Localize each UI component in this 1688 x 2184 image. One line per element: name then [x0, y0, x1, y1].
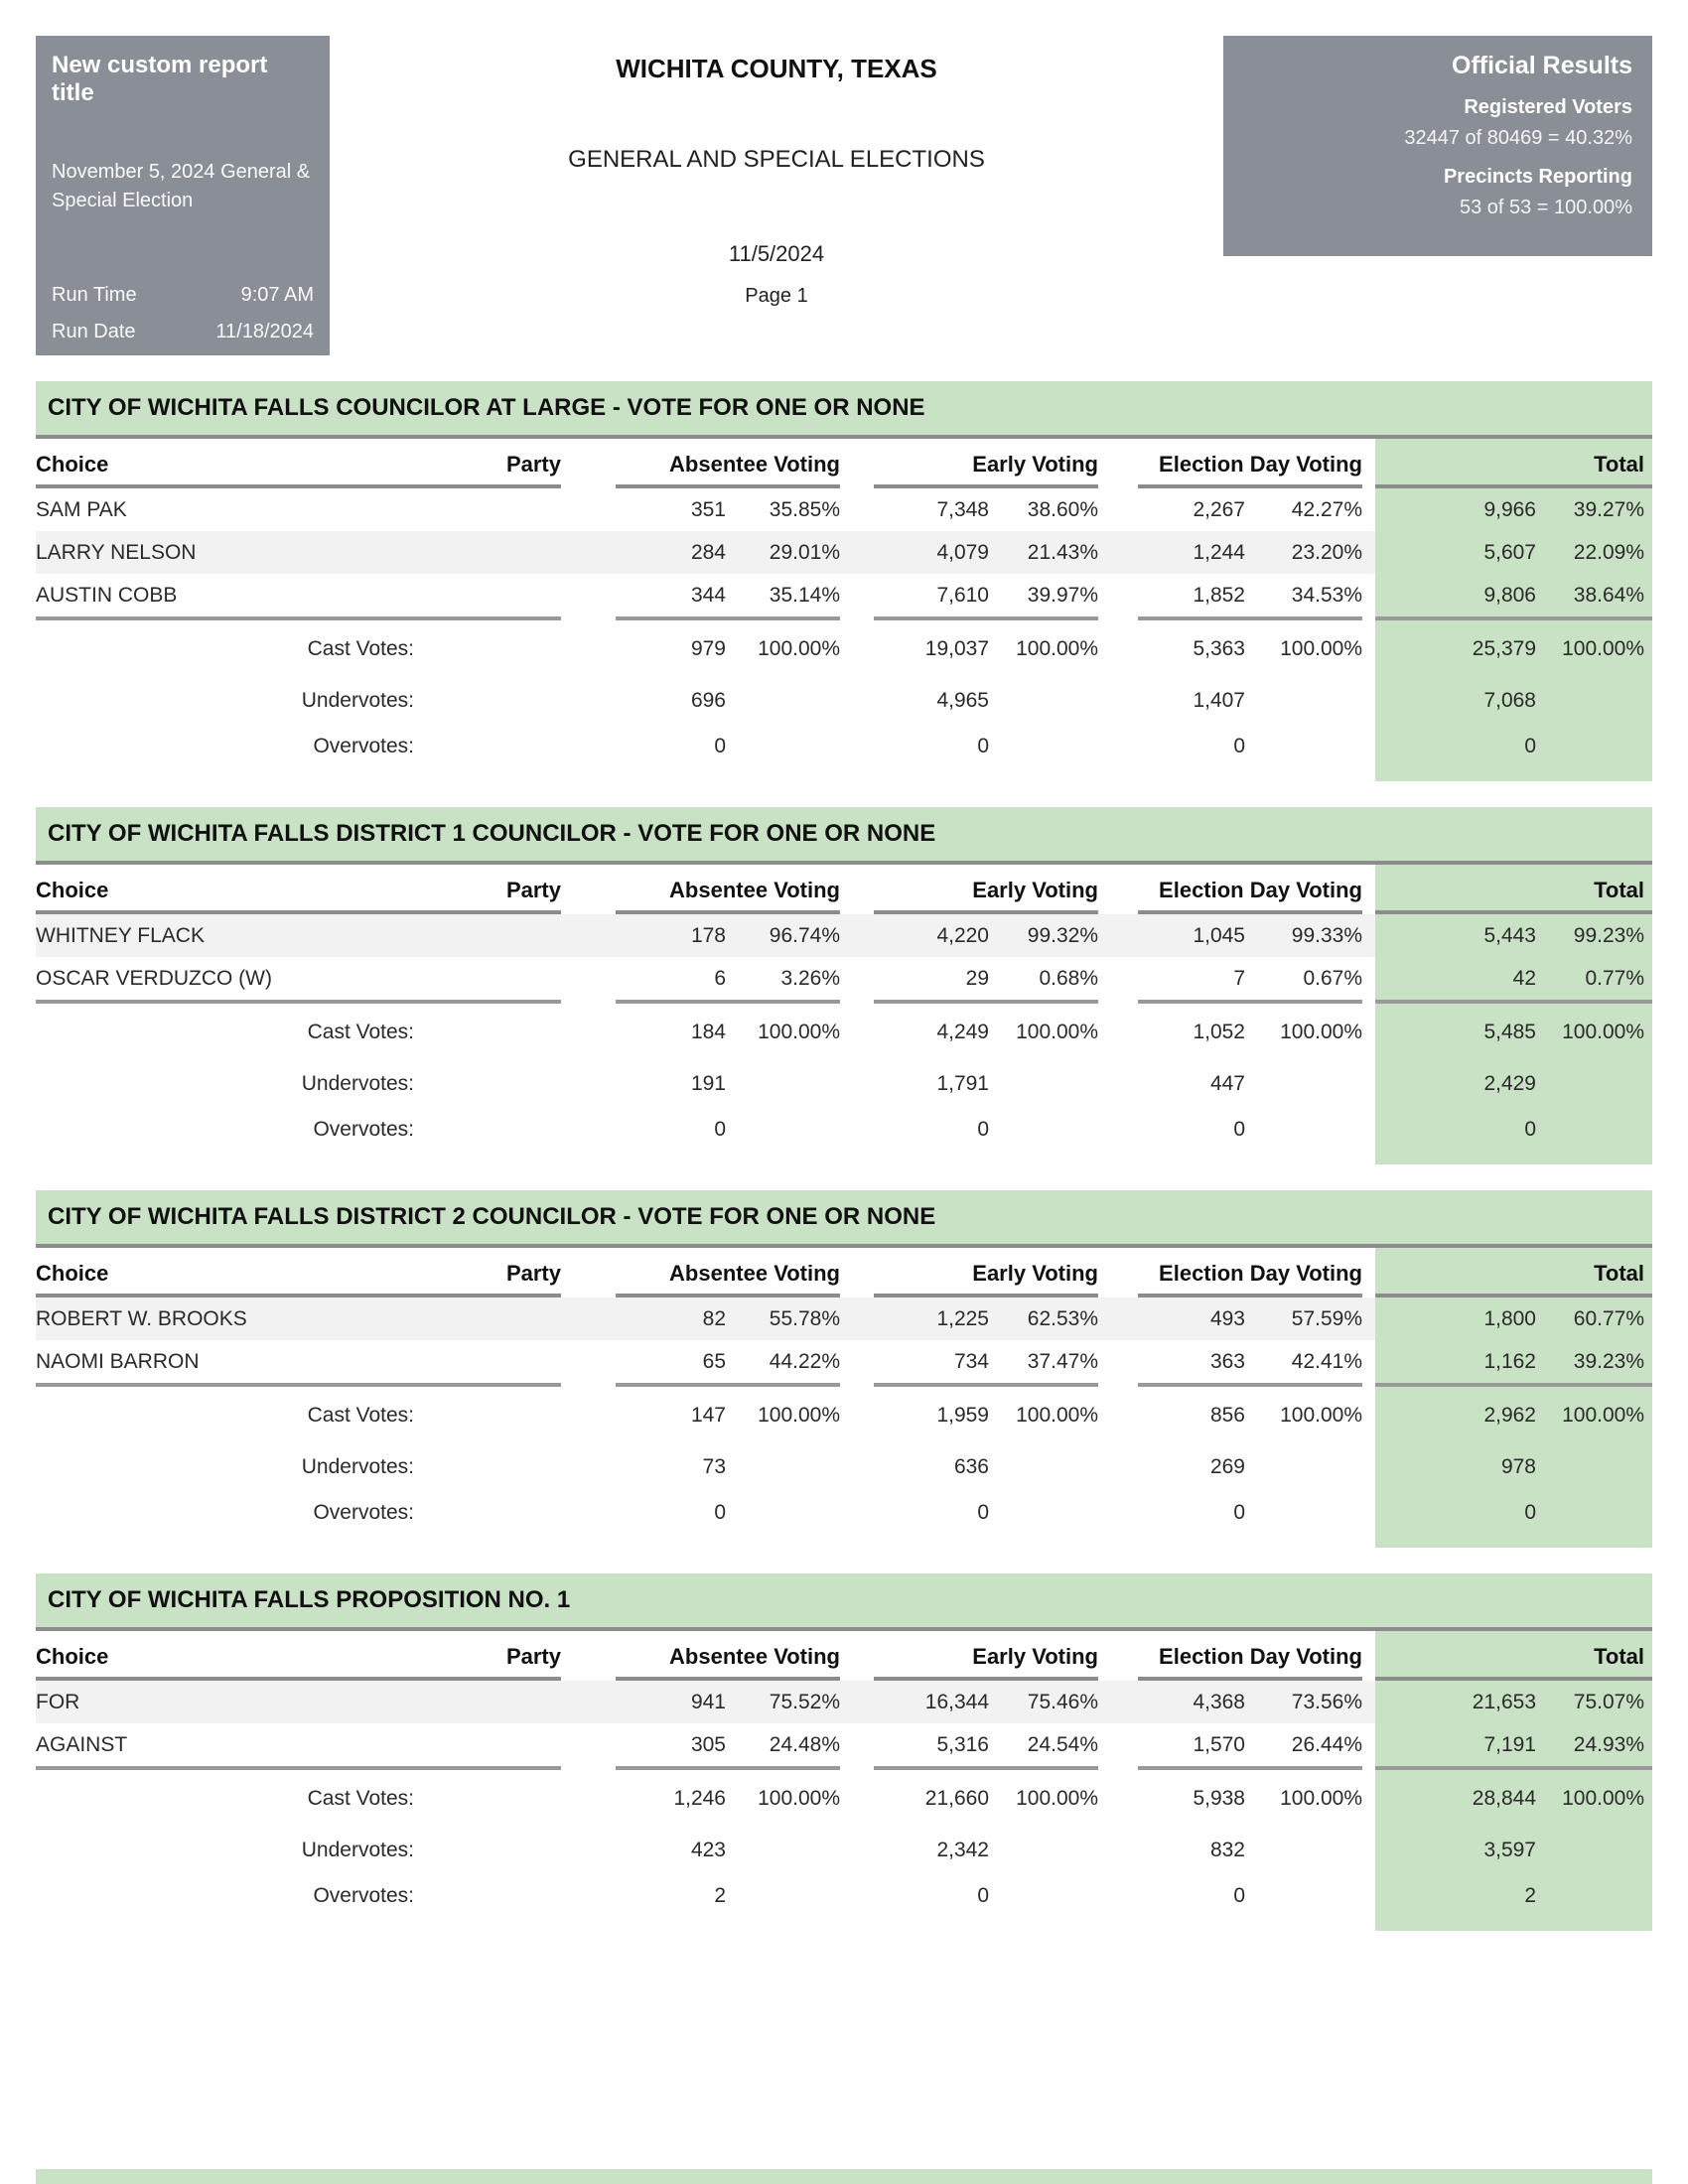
early-cast-pct: 100.00% — [1016, 1021, 1098, 1043]
election-day-votes: 1,045 — [1193, 923, 1245, 947]
precincts-reporting-label: Precincts Reporting — [1443, 166, 1632, 188]
early-overvotes: 0 — [977, 1118, 989, 1141]
column-header-party: Party — [505, 452, 561, 477]
page-number: Page 1 — [745, 285, 808, 307]
candidate-name: LARRY NELSON — [36, 540, 197, 564]
candidate-row — [36, 531, 1652, 574]
absentee-undervotes: 191 — [690, 1072, 726, 1095]
early-votes: 29 — [965, 966, 989, 990]
county-title: WICHITA COUNTY, TEXAS — [616, 54, 937, 83]
early-cast: 1,959 — [936, 1404, 989, 1427]
cast-votes-label: Cast Votes: — [307, 1787, 414, 1810]
run-date-row — [52, 321, 314, 343]
absentee-votes: 351 — [690, 497, 726, 521]
total-cast: 5,485 — [1483, 1021, 1536, 1043]
total-overvotes: 0 — [1524, 735, 1536, 757]
total-votes: 9,806 — [1483, 583, 1536, 607]
registered-voters-value: 32447 of 80469 = 40.32% — [1404, 127, 1632, 149]
election-day-votes: 1,570 — [1193, 1732, 1245, 1756]
total-undervotes: 2,429 — [1483, 1072, 1536, 1095]
election-day-cast: 1,052 — [1193, 1021, 1245, 1043]
column-header-row — [36, 1631, 1652, 1681]
total-votes: 1,162 — [1483, 1349, 1536, 1373]
contest-title-bar — [36, 381, 1652, 439]
absentee-cast: 147 — [690, 1404, 726, 1427]
column-header-election-day: Election Day Voting — [1159, 452, 1362, 477]
early-cast-pct: 100.00% — [1016, 1404, 1098, 1427]
run-time-label: Run Time — [52, 284, 137, 306]
election-day-votes: 2,267 — [1193, 497, 1245, 521]
election-day-votes: 1,244 — [1193, 540, 1245, 564]
column-header-choice: Choice — [36, 452, 109, 477]
absentee-votes: 941 — [690, 1690, 726, 1713]
election-day-cast: 856 — [1209, 1404, 1245, 1427]
early-pct: 39.97% — [1027, 583, 1098, 607]
official-results-label: Official Results — [1452, 52, 1632, 79]
total-overvotes: 0 — [1524, 1501, 1536, 1524]
election-day-undervotes: 1,407 — [1193, 689, 1245, 712]
run-time-value: 9:07 AM — [240, 284, 314, 306]
overvotes-label: Overvotes: — [313, 1118, 414, 1141]
election-name: November 5, 2024 General & Special Election — [52, 161, 311, 212]
overvotes-row — [36, 1490, 1652, 1536]
column-header-party: Party — [505, 1644, 561, 1669]
column-header-absentee: Absentee Voting — [669, 452, 840, 477]
absentee-pct: 96.74% — [769, 923, 840, 947]
column-header-early: Early Voting — [972, 1261, 1098, 1286]
early-pct: 38.60% — [1027, 497, 1098, 521]
candidate-row — [36, 1723, 1652, 1766]
cast-votes-label: Cast Votes: — [307, 1404, 414, 1427]
early-votes: 7,610 — [936, 583, 989, 607]
absentee-overvotes: 0 — [714, 735, 726, 757]
election-day-pct: 42.27% — [1291, 497, 1362, 521]
total-cast: 2,962 — [1483, 1404, 1536, 1427]
early-votes: 1,225 — [936, 1306, 989, 1330]
election-day-pct: 57.59% — [1291, 1306, 1362, 1330]
election-day-cast-pct: 100.00% — [1280, 1021, 1362, 1043]
absentee-pct: 35.14% — [769, 583, 840, 607]
election-day-pct: 73.56% — [1291, 1690, 1362, 1713]
election-day-pct: 23.20% — [1291, 540, 1362, 564]
election-day-votes: 1,852 — [1193, 583, 1245, 607]
election-day-overvotes: 0 — [1233, 1118, 1245, 1141]
column-header-party: Party — [505, 1261, 561, 1286]
absentee-overvotes: 2 — [714, 1884, 726, 1907]
early-cast-pct: 100.00% — [1016, 637, 1098, 660]
candidate-name: FOR — [36, 1690, 80, 1713]
early-votes: 4,079 — [936, 540, 989, 564]
total-cast: 28,844 — [1472, 1787, 1536, 1810]
total-undervotes: 7,068 — [1483, 689, 1536, 712]
absentee-votes: 284 — [690, 540, 726, 564]
run-date-label: Run Date — [52, 321, 136, 342]
election-date: 11/5/2024 — [728, 241, 825, 266]
undervotes-row — [36, 1061, 1652, 1107]
undervotes-label: Undervotes: — [301, 1455, 414, 1478]
absentee-pct: 55.78% — [769, 1306, 840, 1330]
total-cast-pct: 100.00% — [1562, 1404, 1644, 1427]
election-day-cast: 5,363 — [1193, 637, 1245, 660]
election-day-votes: 7 — [1233, 966, 1245, 990]
precincts-reporting-value: 53 of 53 = 100.00% — [1459, 197, 1632, 218]
cast-votes-row — [36, 1387, 1652, 1444]
early-overvotes: 0 — [977, 1501, 989, 1524]
early-overvotes: 0 — [977, 1884, 989, 1907]
candidate-name: ROBERT W. BROOKS — [36, 1306, 247, 1330]
column-header-party: Party — [505, 878, 561, 902]
contest-title-bar — [36, 1190, 1652, 1248]
early-undervotes: 2,342 — [936, 1839, 989, 1861]
absentee-undervotes: 73 — [702, 1455, 726, 1478]
column-header-absentee: Absentee Voting — [669, 878, 840, 902]
candidate-row — [36, 1297, 1652, 1340]
overvotes-label: Overvotes: — [313, 1884, 414, 1907]
column-header-choice: Choice — [36, 878, 109, 902]
total-pct: 99.23% — [1573, 923, 1644, 947]
candidate-name: AUSTIN COBB — [36, 583, 178, 607]
election-day-overvotes: 0 — [1233, 1884, 1245, 1907]
column-header-choice: Choice — [36, 1644, 109, 1669]
early-votes: 734 — [953, 1349, 989, 1373]
contest-section — [36, 1573, 1652, 1931]
absentee-votes: 82 — [702, 1306, 726, 1330]
undervotes-row — [36, 678, 1652, 724]
early-pct: 24.54% — [1027, 1732, 1098, 1756]
absentee-votes: 6 — [714, 966, 726, 990]
early-overvotes: 0 — [977, 735, 989, 757]
column-header-row — [36, 1248, 1652, 1297]
undervotes-row — [36, 1828, 1652, 1873]
election-day-votes: 493 — [1209, 1306, 1245, 1330]
early-cast: 4,249 — [936, 1021, 989, 1043]
absentee-cast: 1,246 — [673, 1787, 726, 1810]
election-day-cast: 5,938 — [1193, 1787, 1245, 1810]
absentee-pct: 29.01% — [769, 540, 840, 564]
overvotes-row — [36, 1873, 1652, 1919]
election-day-votes: 4,368 — [1193, 1690, 1245, 1713]
overvotes-row — [36, 724, 1652, 769]
election-day-undervotes: 832 — [1209, 1839, 1245, 1861]
contest-title: CITY OF WICHITA FALLS PROPOSITION NO. 1 — [48, 1586, 571, 1613]
absentee-overvotes: 0 — [714, 1118, 726, 1141]
election-day-undervotes: 269 — [1209, 1455, 1245, 1478]
absentee-pct: 24.48% — [769, 1732, 840, 1756]
contest-title: CITY OF WICHITA FALLS DISTRICT 1 COUNCILOR - VOTE FOR ONE OR NONE — [48, 820, 936, 847]
undervotes-label: Undervotes: — [301, 1839, 414, 1861]
total-votes: 42 — [1512, 966, 1536, 990]
report-info-box — [36, 36, 330, 355]
candidate-row — [36, 1681, 1652, 1723]
total-cast-pct: 100.00% — [1562, 1021, 1644, 1043]
overvotes-label: Overvotes: — [313, 735, 414, 757]
absentee-cast-pct: 100.00% — [758, 637, 840, 660]
absentee-overvotes: 0 — [714, 1501, 726, 1524]
total-pct: 60.77% — [1573, 1306, 1644, 1330]
absentee-cast: 979 — [690, 637, 726, 660]
early-votes: 4,220 — [936, 923, 989, 947]
contest-title: CITY OF WICHITA FALLS COUNCILOR AT LARGE - VOTE FOR ONE OR NONE — [48, 394, 925, 421]
column-header-total: Total — [1594, 878, 1644, 902]
candidate-name: OSCAR VERDUZCO (W) — [36, 966, 272, 990]
total-pct: 24.93% — [1573, 1732, 1644, 1756]
election-day-pct: 26.44% — [1291, 1732, 1362, 1756]
contest-section — [36, 1190, 1652, 1548]
column-header-early: Early Voting — [972, 452, 1098, 477]
absentee-pct: 44.22% — [769, 1349, 840, 1373]
election-day-cast-pct: 100.00% — [1280, 637, 1362, 660]
next-contest-title-bar-cutoff — [36, 2169, 1652, 2184]
column-header-early: Early Voting — [972, 878, 1098, 902]
election-day-cast-pct: 100.00% — [1280, 1787, 1362, 1810]
early-undervotes: 4,965 — [936, 689, 989, 712]
early-undervotes: 636 — [953, 1455, 989, 1478]
early-votes: 7,348 — [936, 497, 989, 521]
absentee-undervotes: 696 — [690, 689, 726, 712]
cast-votes-row — [36, 1004, 1652, 1061]
candidate-row — [36, 957, 1652, 1000]
total-pct: 38.64% — [1573, 583, 1644, 607]
column-header-election-day: Election Day Voting — [1159, 878, 1362, 902]
results-status-box — [1223, 36, 1652, 256]
absentee-votes: 305 — [690, 1732, 726, 1756]
cast-votes-label: Cast Votes: — [307, 637, 414, 660]
report-title-block — [330, 36, 1223, 308]
total-votes: 5,607 — [1483, 540, 1536, 564]
undervotes-label: Undervotes: — [301, 689, 414, 712]
overvotes-row — [36, 1107, 1652, 1153]
total-overvotes: 0 — [1524, 1118, 1536, 1141]
early-pct: 0.68% — [1039, 966, 1098, 990]
absentee-cast: 184 — [690, 1021, 726, 1043]
election-day-cast-pct: 100.00% — [1280, 1404, 1362, 1427]
column-header-choice: Choice — [36, 1261, 109, 1286]
total-votes: 7,191 — [1483, 1732, 1536, 1756]
election-title: GENERAL AND SPECIAL ELECTIONS — [568, 146, 985, 173]
contest-section — [36, 807, 1652, 1164]
election-day-votes: 363 — [1209, 1349, 1245, 1373]
column-header-total: Total — [1594, 1261, 1644, 1286]
absentee-undervotes: 423 — [690, 1839, 726, 1861]
contest-title-bar — [36, 1573, 1652, 1631]
absentee-pct: 35.85% — [769, 497, 840, 521]
absentee-votes: 65 — [702, 1349, 726, 1373]
total-cast: 25,379 — [1472, 637, 1536, 660]
candidate-name: AGAINST — [36, 1732, 128, 1756]
cast-votes-row — [36, 1770, 1652, 1828]
run-time-row — [52, 284, 314, 307]
custom-report-title: New custom report title — [52, 52, 268, 106]
total-pct: 22.09% — [1573, 540, 1644, 564]
absentee-cast-pct: 100.00% — [758, 1404, 840, 1427]
election-day-pct: 99.33% — [1291, 923, 1362, 947]
election-day-pct: 0.67% — [1303, 966, 1362, 990]
total-overvotes: 2 — [1524, 1884, 1536, 1907]
absentee-votes: 344 — [690, 583, 726, 607]
absentee-pct: 75.52% — [769, 1690, 840, 1713]
contest-title-bar — [36, 807, 1652, 865]
report-header — [36, 36, 1652, 355]
early-undervotes: 1,791 — [936, 1072, 989, 1095]
absentee-pct: 3.26% — [780, 966, 840, 990]
early-pct: 75.46% — [1027, 1690, 1098, 1713]
total-undervotes: 978 — [1500, 1455, 1536, 1478]
early-cast-pct: 100.00% — [1016, 1787, 1098, 1810]
early-votes: 16,344 — [924, 1690, 989, 1713]
absentee-votes: 178 — [690, 923, 726, 947]
column-header-total: Total — [1594, 1644, 1644, 1669]
election-day-undervotes: 447 — [1209, 1072, 1245, 1095]
early-votes: 5,316 — [936, 1732, 989, 1756]
overvotes-label: Overvotes: — [313, 1501, 414, 1524]
total-cast-pct: 100.00% — [1562, 637, 1644, 660]
column-header-election-day: Election Day Voting — [1159, 1644, 1362, 1669]
election-day-pct: 42.41% — [1291, 1349, 1362, 1373]
column-header-absentee: Absentee Voting — [669, 1261, 840, 1286]
column-header-row — [36, 865, 1652, 914]
contest-section — [36, 381, 1652, 781]
run-date-value: 11/18/2024 — [215, 321, 314, 342]
cast-votes-label: Cast Votes: — [307, 1021, 414, 1043]
total-pct: 39.23% — [1573, 1349, 1644, 1373]
election-day-overvotes: 0 — [1233, 735, 1245, 757]
early-cast: 21,660 — [924, 1787, 989, 1810]
candidate-row — [36, 574, 1652, 616]
total-votes: 5,443 — [1483, 923, 1536, 947]
total-pct: 39.27% — [1573, 497, 1644, 521]
early-pct: 62.53% — [1027, 1306, 1098, 1330]
column-header-absentee: Absentee Voting — [669, 1644, 840, 1669]
candidate-row — [36, 488, 1652, 531]
total-pct: 75.07% — [1573, 1690, 1644, 1713]
column-header-election-day: Election Day Voting — [1159, 1261, 1362, 1286]
absentee-cast-pct: 100.00% — [758, 1787, 840, 1810]
total-votes: 9,966 — [1483, 497, 1536, 521]
total-cast-pct: 100.00% — [1562, 1787, 1644, 1810]
candidate-row — [36, 1340, 1652, 1383]
election-day-pct: 34.53% — [1291, 583, 1362, 607]
total-votes: 1,800 — [1483, 1306, 1536, 1330]
cast-votes-row — [36, 620, 1652, 678]
early-pct: 37.47% — [1027, 1349, 1098, 1373]
election-day-overvotes: 0 — [1233, 1501, 1245, 1524]
candidate-name: NAOMI BARRON — [36, 1349, 200, 1373]
early-cast: 19,037 — [924, 637, 989, 660]
undervotes-label: Undervotes: — [301, 1072, 414, 1095]
absentee-cast-pct: 100.00% — [758, 1021, 840, 1043]
candidate-name: SAM PAK — [36, 497, 127, 521]
column-header-row — [36, 439, 1652, 488]
contest-title: CITY OF WICHITA FALLS DISTRICT 2 COUNCILOR - VOTE FOR ONE OR NONE — [48, 1203, 936, 1230]
candidate-name: WHITNEY FLACK — [36, 923, 205, 947]
total-pct: 0.77% — [1585, 966, 1644, 990]
candidate-row — [36, 914, 1652, 957]
total-undervotes: 3,597 — [1483, 1839, 1536, 1861]
total-votes: 21,653 — [1472, 1690, 1536, 1713]
early-pct: 99.32% — [1027, 923, 1098, 947]
early-pct: 21.43% — [1027, 540, 1098, 564]
column-header-total: Total — [1594, 452, 1644, 477]
registered-voters-label: Registered Voters — [1464, 96, 1632, 118]
undervotes-row — [36, 1444, 1652, 1490]
column-header-early: Early Voting — [972, 1644, 1098, 1669]
